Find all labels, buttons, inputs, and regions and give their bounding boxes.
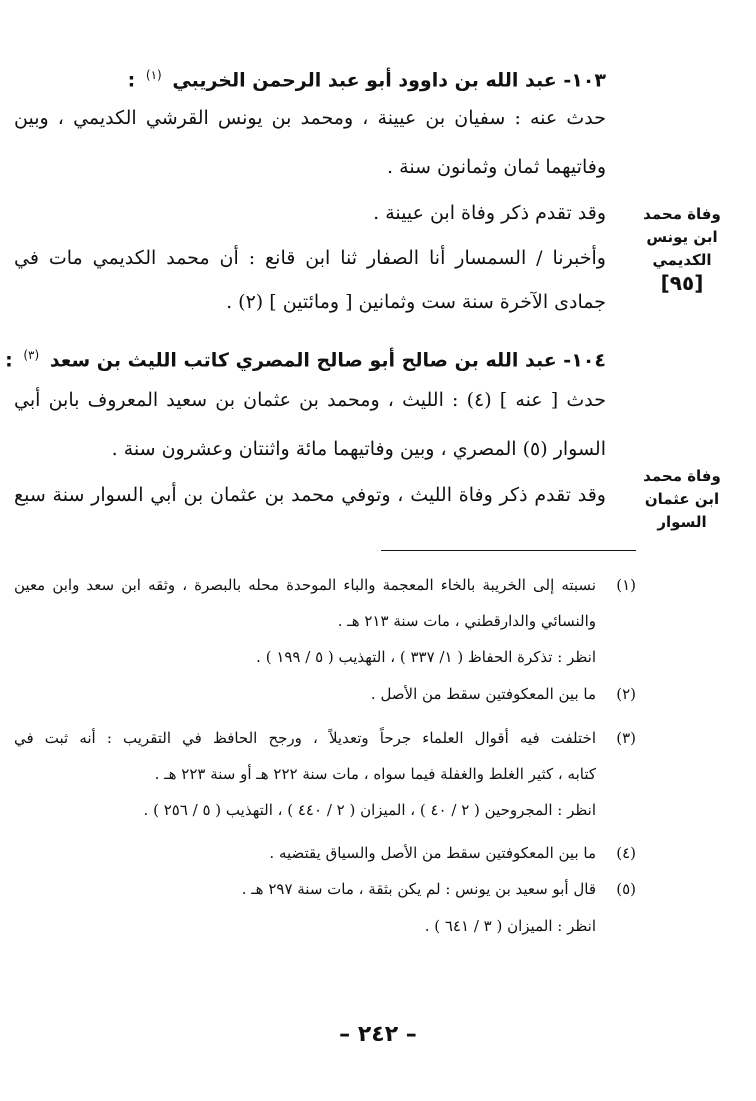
footnote-number: (٥)	[616, 880, 636, 898]
footnote-ref: (١)	[145, 68, 162, 82]
footnote-number: (١)	[616, 576, 636, 594]
body-line: حدث عنه : سفيان بن عيينة ، ومحمد بن يونس القرشي الكديمي ، وبين	[14, 107, 606, 129]
footnote-ref: (٣)	[23, 348, 40, 362]
manuscript-folio-ref: [٩٥]	[660, 271, 704, 295]
footnote-line: كتابه ، كثير الغلط والغفلة فيما سواه ، مات سنة ٢٢٢ هـ أو سنة ٢٢٣ هـ .	[154, 765, 596, 783]
body-line: وقد تقدم ذكر وفاة ابن عيينة .	[373, 202, 606, 224]
footnote-line: انظر : الميزان ( ٣ / ٦٤١ ) .	[424, 917, 596, 935]
margin-note	[636, 465, 728, 534]
body-line: السوار (٥) المصري ، وبين وفاتيهما مائة واثنتان وعشرون سنة .	[111, 438, 606, 460]
heading-text: ١٠٣- عبد الله بن داوود أبو عبد الرحمن الخريبي	[172, 69, 606, 92]
body-line: وقد تقدم ذكر وفاة الليث ، وتوفي محمد بن عثمان بن أبي السوار سنة سبع	[14, 484, 606, 506]
footnote-line: والنسائي والدارقطني ، مات سنة ٢١٣ هـ .	[337, 612, 596, 630]
margin-note-line: السوار	[657, 513, 707, 531]
footnote-line: نسبته إلى الخريبة بالخاء المعجمة والباء الموحدة محله بالبصرة ، وثقه ابن سعد وابن معين	[14, 576, 596, 594]
footnote-line: قال أبو سعيد بن يونس : لم يكن بثقة ، مات سنة ٢٩٧ هـ .	[241, 880, 596, 898]
footnote-number: (٤)	[616, 844, 636, 862]
margin-note-line: وفاة محمد	[643, 467, 721, 485]
heading-colon: :	[5, 349, 13, 372]
margin-note	[636, 203, 728, 295]
entry-heading	[128, 60, 606, 95]
body-line: وفاتيهما ثمان وثمانون سنة .	[387, 156, 606, 178]
body-line: وأخبرنا / السمسار أنا الصفار ثنا ابن قانع : أن محمد الكديمي مات في	[14, 247, 606, 269]
footnote-number: (٢)	[616, 685, 636, 703]
footnote-line: اختلفت فيه أقوال العلماء جرحاً وتعديلاً ، ورجح الحافظ في التقريب : أنه ثبت في	[14, 729, 596, 747]
footnote-number: (٣)	[616, 729, 636, 747]
entry-heading	[5, 340, 606, 375]
heading-colon: :	[127, 69, 136, 92]
footnote-line: ما بين المعكوفتين سقط من الأصل .	[370, 685, 596, 703]
margin-note-line: وفاة محمد	[643, 205, 721, 223]
footnote-line: انظر : المجروحين ( ٢ / ٤٠ ) ، الميزان ( ٢ / ٤٤٠ ) ، التهذيب ( ٥ / ٢٥٦ ) .	[143, 801, 596, 819]
margin-note-line: ابن عثمان	[644, 490, 720, 508]
margin-note-line: الكديمي	[652, 251, 712, 269]
margin-note-line: ابن يونس	[646, 228, 718, 246]
footnote-line: ما بين المعكوفتين سقط من الأصل والسياق يقتضيه .	[269, 844, 596, 862]
footnote-separator	[381, 550, 636, 551]
footnote-line: انظر : تذكرة الحفاظ ( ١/ ٣٣٧ ) ، التهذيب ( ٥ / ١٩٩ ) .	[256, 648, 596, 666]
page-number: – ٢٤٢ –	[339, 1022, 417, 1047]
body-line: حدث [ عنه ] (٤) : الليث ، ومحمد بن عثمان بن سعيد المعروف بابن أبي	[14, 389, 606, 411]
heading-text: ١٠٤- عبد الله بن صالح أبو صالح المصري كاتب الليث بن سعد	[49, 349, 606, 372]
body-line: جمادى الآخرة سنة ست وثمانين [ ومائتين ] (٢) .	[226, 291, 606, 313]
